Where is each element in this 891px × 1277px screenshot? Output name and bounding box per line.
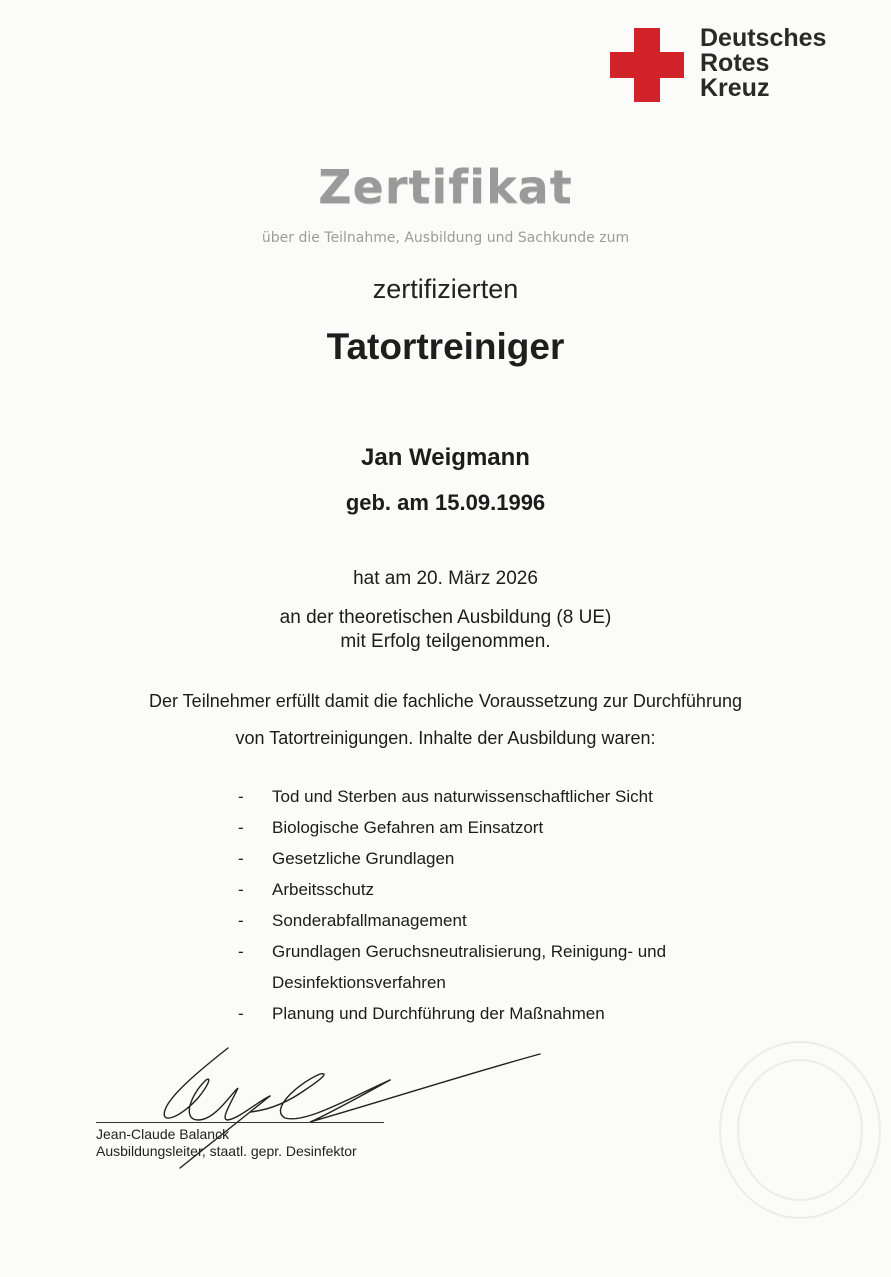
course-date: hat am 20. März 2026: [353, 568, 538, 589]
topic-text: Grundlagen Geruchsneutralisierung, Reinigung- und: [272, 942, 667, 961]
list-item: [238, 936, 758, 967]
paragraph-line-2: von Tatortreinigungen. Inhalte der Ausbildung waren:: [235, 728, 656, 748]
topic-text: Tod und Sterben aus naturwissenschaftlicher Sicht: [272, 787, 653, 806]
list-item: [238, 998, 758, 1029]
topic-text: Arbeitsschutz: [272, 880, 375, 899]
logo-word-1: Deutsches: [700, 24, 827, 52]
topic-text: Biologische Gefahren am Einsatzort: [272, 818, 544, 837]
paragraph-line-1: Der Teilnehmer erfüllt damit die fachliche Voraussetzung zur Durchführung: [149, 691, 742, 711]
list-item: [238, 905, 758, 936]
signer-role: Ausbildungsleiter, staatl. gepr. Desinfektor: [96, 1143, 357, 1159]
red-cross-icon: [610, 28, 684, 102]
topic-text: Gesetzliche Grundlagen: [272, 849, 455, 868]
topic-text: Planung und Durchführung der Maßnahmen: [272, 1004, 605, 1023]
bullet-dash: -: [238, 818, 244, 837]
signer-block: [96, 1126, 357, 1160]
certificate-subtitle: über die Teilnahme, Ausbildung und Sachkunde zum: [261, 230, 630, 246]
faint-seal-stamp: [705, 1035, 885, 1225]
list-item: [238, 843, 758, 874]
success-text: mit Erfolg teilgenommen.: [340, 631, 551, 652]
bullet-dash: -: [238, 1004, 244, 1023]
qualifier-text: zertifizierten: [372, 274, 519, 304]
bullet-dash: -: [238, 911, 244, 930]
course-description: an der theoretischen Ausbildung (8 UE): [279, 607, 612, 628]
bullet-dash: -: [238, 787, 244, 806]
qualification-title: Tatortreiniger: [326, 326, 565, 367]
bullet-dash: -: [238, 942, 244, 961]
bullet-dash: -: [238, 880, 244, 899]
list-item: [238, 781, 758, 812]
list-item: [238, 812, 758, 843]
topics-list: [238, 781, 758, 1029]
logo-wordmark: [700, 26, 826, 101]
holder-name: Jan Weigmann: [361, 444, 530, 471]
logo-word-2: Rotes: [700, 49, 770, 77]
topic-text: Desinfektionsverfahren: [272, 973, 446, 992]
topic-text: Sonderabfallmanagement: [272, 911, 467, 930]
signature-line: [96, 1122, 384, 1123]
list-item: [238, 874, 758, 905]
signer-name: Jean-Claude Balanck: [96, 1126, 230, 1142]
logo-word-3: Kreuz: [700, 74, 770, 102]
bullet-dash: -: [238, 849, 244, 868]
red-cross-logo: [610, 24, 860, 108]
certificate-title: Zertifikat: [318, 160, 573, 214]
list-item-continuation: [238, 967, 758, 998]
birth-date: geb. am 15.09.1996: [345, 490, 546, 515]
